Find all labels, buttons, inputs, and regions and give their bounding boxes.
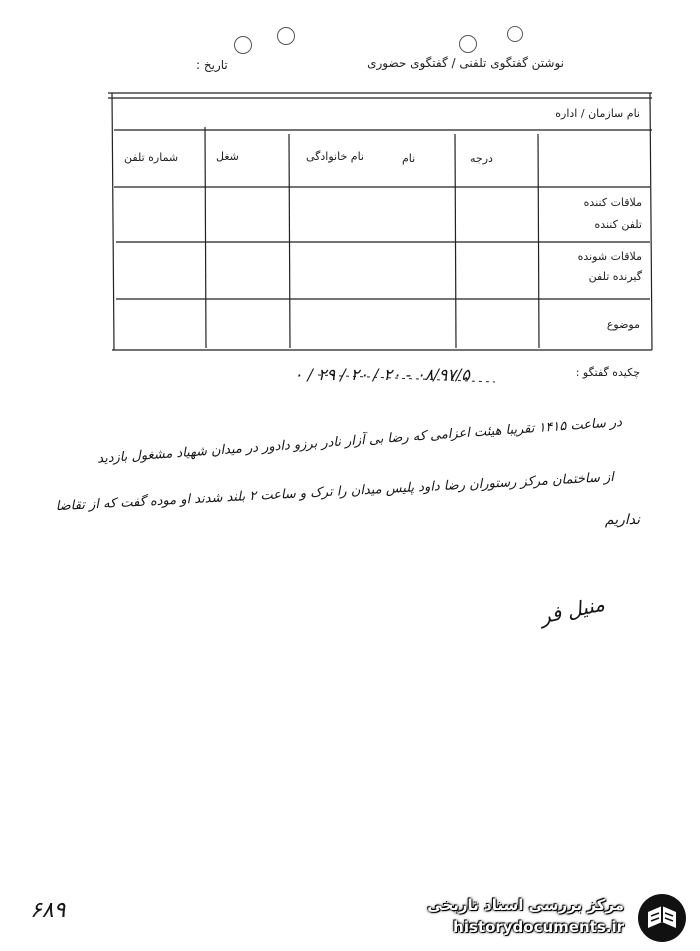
- row-caller-label: تلفن کننده: [594, 218, 642, 231]
- handwritten-line-2: از ساختمان مرکز رستوران رضا داود پلیس میدان را ترک و ساعت ۲ بلند شدند او موده گفت که از تقاضا: [55, 470, 615, 515]
- handwritten-line-3: نداریم: [604, 512, 640, 528]
- handwritten-line-1: در ساعت ۱۴۱۵ تقریبا هیئت اعزامی که رضا بی آزار نادر برزو دادور در میدان شهیاد مشغول بازدید: [96, 415, 623, 467]
- job-header: شغل: [216, 150, 239, 163]
- book-logo-icon: [636, 892, 688, 944]
- row-visited-label: ملاقات شونده: [577, 250, 642, 263]
- family-header: نام خانوادگی: [306, 150, 364, 163]
- row-subject-label: موضوع: [606, 318, 640, 331]
- page-number: ۶۸۹: [30, 898, 66, 923]
- watermark-url: historydocuments.ir: [453, 918, 624, 936]
- phone-header: شماره تلفن: [124, 151, 179, 164]
- org-label: نام سازمان / اداره: [555, 107, 640, 120]
- handwritten-signature: منیل فر: [538, 591, 607, 629]
- watermark: [404, 890, 694, 946]
- date-label: تاریخ :: [196, 58, 228, 72]
- handwritten-reference-number: ۰۸/۹۷/۵ - ۲۰ / ۲۰ / ۲۹ / ۰: [293, 365, 470, 384]
- name-header: نام: [402, 152, 416, 165]
- rank-header: درجه: [470, 152, 493, 165]
- watermark-title: مرکز بررسی اسناد تاریخی: [427, 896, 624, 914]
- row-receiver-label: گیرنده تلفن: [588, 270, 642, 283]
- row-visitor-label: ملاقات کننده: [583, 196, 642, 209]
- form-title: نوشتن گفتگوی تلفنی / گفتگوی حضوری: [367, 56, 564, 70]
- summary-label: چکیده گفتگو :: [575, 366, 640, 379]
